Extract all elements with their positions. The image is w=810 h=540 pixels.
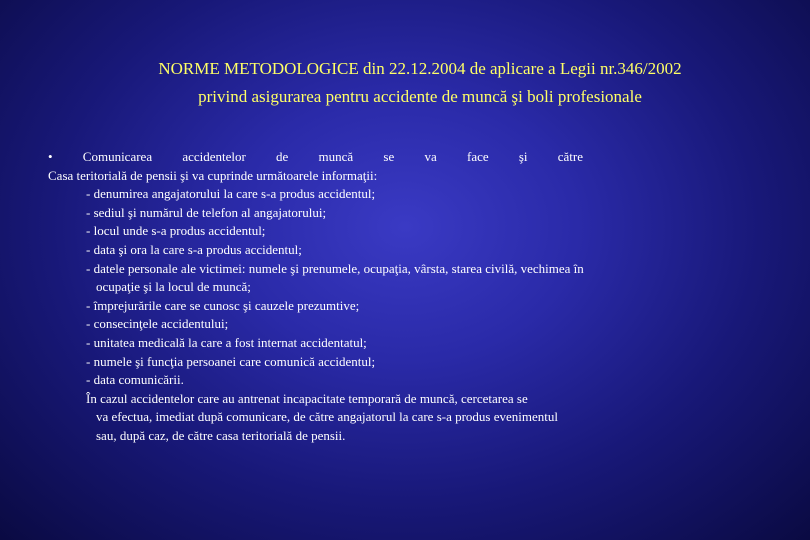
- intro-word: Comunicarea: [82, 149, 153, 164]
- bullet: •: [48, 149, 53, 164]
- intro-word: şi: [518, 149, 528, 164]
- document-body: [48, 148, 768, 446]
- closing-line-2: va efectua, imediat după comunicare, de către angajatorul la care s-a produs evenimentul: [96, 409, 559, 425]
- intro-line-1: [48, 148, 583, 167]
- list-item: - sediul şi numărul de telefon al angajatorului;: [86, 204, 327, 220]
- intro-word: muncă: [318, 149, 354, 164]
- intro-word: va: [424, 149, 437, 164]
- title-line-2: privind asigurarea pentru accidente de muncă şi boli profesionale: [198, 87, 642, 106]
- list-item-personal-data: - datele personale ale victimei: numele şi prenumele, ocupaţia, vârsta, starea civilă, vechimea în: [86, 260, 584, 276]
- intro-word: accidentelor: [182, 149, 246, 164]
- intro-word: către: [557, 149, 583, 164]
- intro-word: face: [466, 149, 489, 164]
- intro-word: se: [383, 149, 395, 164]
- title-line-1: NORME METODOLOGICE din 22.12.2004 de aplicare a Legii nr.346/2002: [158, 59, 682, 78]
- list-item: - unitatea medicală la care a fost internat accidentatul;: [86, 334, 367, 350]
- list-item: - denumirea angajatorului la care s-a produs accidentul;: [86, 186, 376, 202]
- list-item: - data comunicării.: [86, 372, 184, 388]
- list-item: - împrejurările care se cunosc şi cauzele prezumtive;: [86, 297, 360, 313]
- closing-line-1: În cazul accidentelor care au antrenat incapacitate temporară de muncă, cercetarea se: [86, 390, 528, 406]
- page-title: [60, 55, 780, 111]
- intro-word: de: [276, 149, 289, 164]
- list-item: - locul unde s-a produs accidentul;: [86, 223, 266, 239]
- list-item: - numele şi funcţia persoanei care comunică accidentul;: [86, 353, 376, 369]
- list-item-personal-data-cont: ocupaţie şi la locul de muncă;: [96, 279, 251, 295]
- list-item: - data şi ora la care s-a produs accidentul;: [86, 241, 302, 257]
- closing-line-3: sau, după caz, de către casa teritorială de pensii.: [96, 427, 346, 443]
- list-item: - consecinţele accidentului;: [86, 316, 229, 332]
- intro-line-2: Casa teritorială de pensii şi va cuprinde următoarele informaţii:: [48, 167, 378, 183]
